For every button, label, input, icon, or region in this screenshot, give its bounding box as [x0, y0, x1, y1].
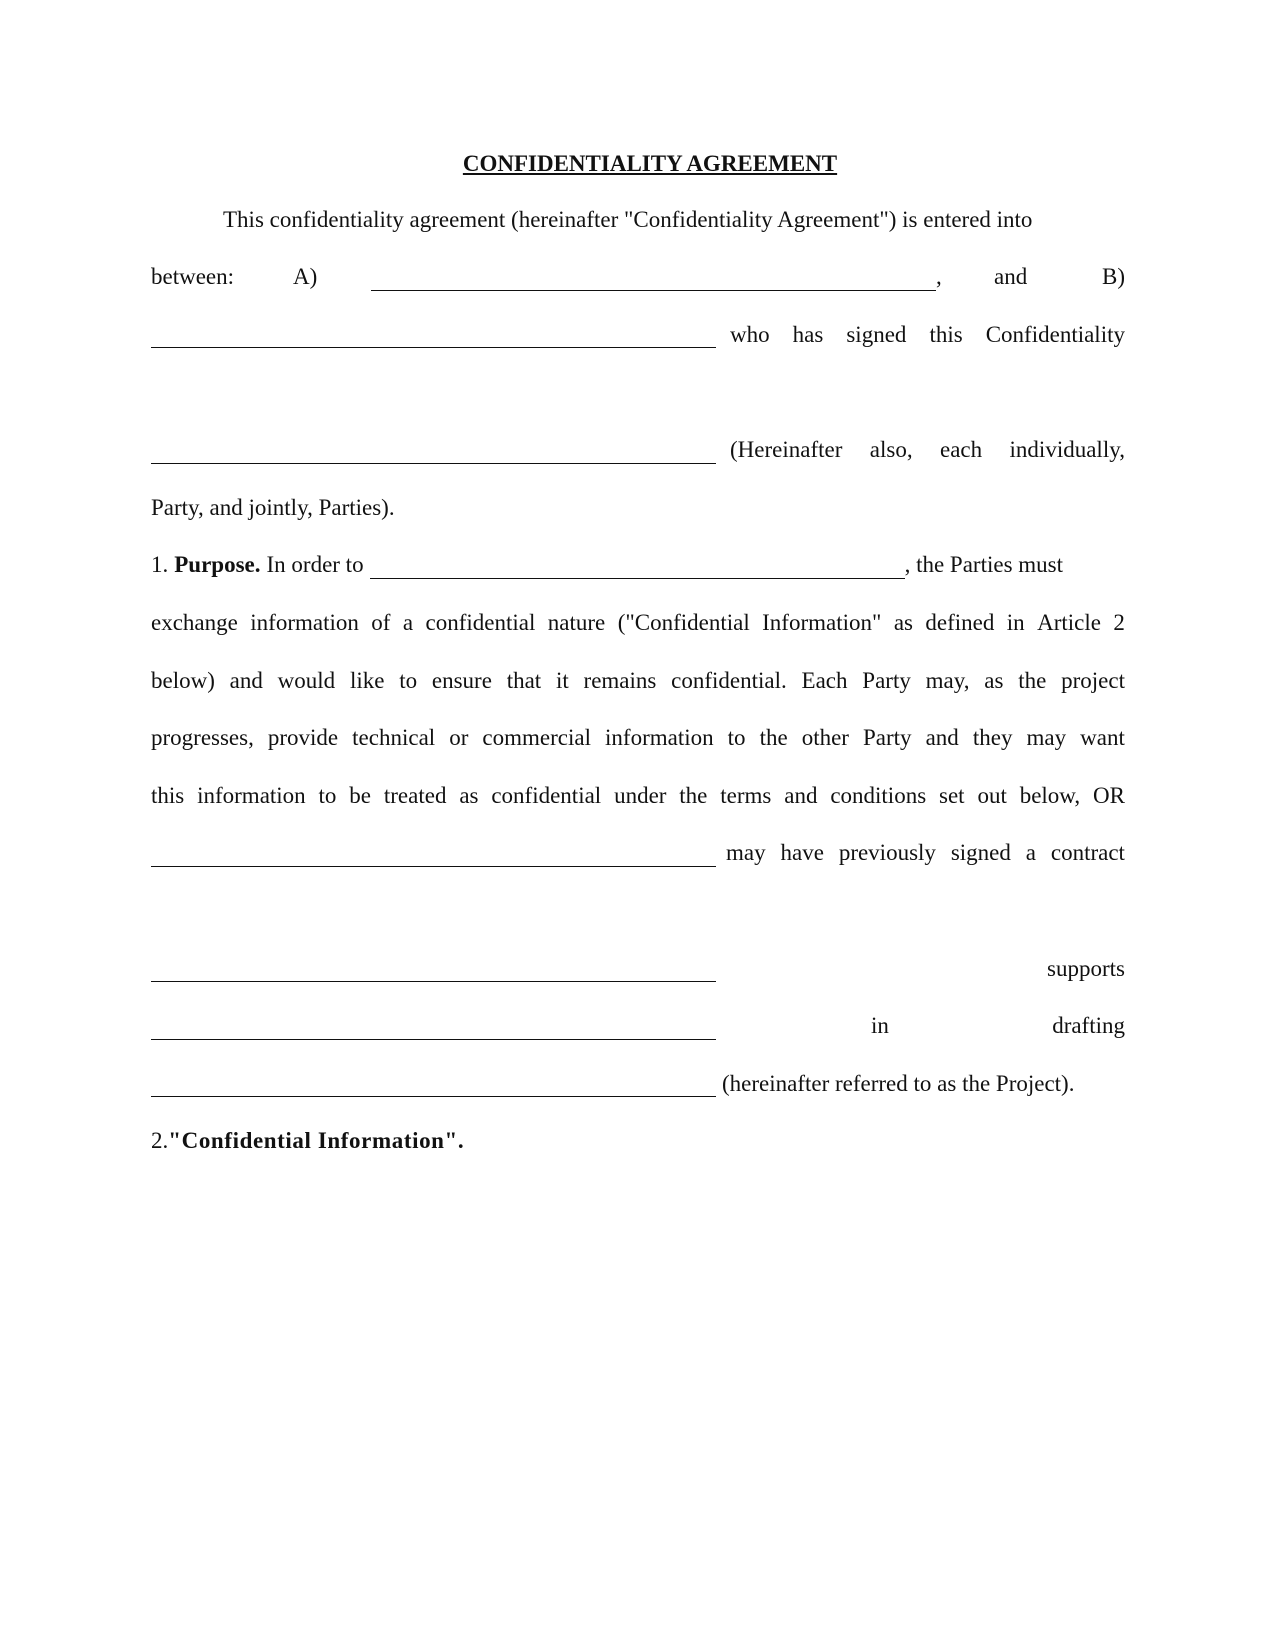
word: below)	[151, 667, 215, 693]
hereinafter-text	[730, 437, 1125, 463]
word: information	[250, 609, 359, 635]
project-blank[interactable]	[151, 1078, 716, 1097]
party-a-blank[interactable]	[371, 272, 936, 291]
word: may	[1026, 725, 1067, 751]
text-line-11	[151, 783, 1125, 809]
line-hereinafter	[151, 421, 1125, 479]
word: treated	[383, 782, 447, 808]
line-intro	[151, 191, 1125, 249]
document-title: CONFIDENTIALITY AGREEMENT	[462, 151, 838, 176]
word: Each	[801, 667, 848, 693]
signed-text	[730, 322, 1125, 348]
line-18	[151, 1170, 1125, 1228]
purpose-blank[interactable]	[370, 560, 905, 579]
purpose-text-b: , the Parties must	[904, 552, 1064, 578]
party-a-label: A)	[293, 264, 318, 290]
line-8	[151, 594, 1125, 652]
word: Party	[862, 667, 911, 693]
word: to	[399, 667, 418, 693]
word: commercial	[482, 725, 591, 751]
word: or	[449, 725, 469, 751]
section-1-number: 1.	[151, 552, 169, 578]
line-signed	[151, 306, 1125, 364]
text-line-10	[151, 725, 1125, 751]
section-2-number: 2.	[151, 1128, 169, 1154]
word: as	[984, 667, 1004, 693]
line-purpose	[151, 537, 1125, 595]
word: in	[1006, 609, 1025, 635]
word: signed	[950, 840, 1011, 866]
supported-blank[interactable]	[151, 1021, 716, 1040]
word: Article	[1037, 609, 1101, 635]
line-9	[151, 652, 1125, 710]
word: OR	[1093, 782, 1125, 808]
contract-text	[726, 840, 1125, 866]
word: remains	[583, 667, 657, 693]
word: and	[784, 782, 818, 808]
word: as	[459, 782, 479, 808]
word: a	[1025, 840, 1036, 866]
word: confidential	[425, 609, 536, 635]
line-drafting	[151, 997, 1125, 1055]
word: it	[555, 667, 569, 693]
word: previously	[838, 840, 936, 866]
project-text: (hereinafter referred to as the Project).	[722, 1070, 1075, 1096]
signed-text-wrap	[716, 322, 1125, 348]
word: Party	[863, 725, 912, 751]
purpose-text-a: In order to	[266, 552, 364, 578]
line-19	[151, 1228, 1125, 1286]
word: of	[371, 609, 391, 635]
word: may	[726, 840, 766, 866]
word: would	[277, 667, 336, 693]
word: contract	[1050, 840, 1125, 866]
capacity-blank[interactable]	[151, 445, 716, 464]
line-parties	[151, 479, 1125, 537]
between-label: between:	[151, 264, 235, 290]
line-contract	[151, 825, 1125, 883]
word: information	[605, 725, 714, 751]
line-11	[151, 767, 1125, 825]
word: terms	[720, 782, 772, 808]
word: may,	[925, 667, 970, 693]
word: ("Confidential	[617, 609, 750, 635]
contract-party-blank[interactable]	[151, 848, 716, 867]
parties-text: Party, and jointly, Parties).	[151, 494, 395, 520]
section-1-heading: Purpose.	[174, 552, 261, 578]
word: individually,	[1009, 437, 1125, 463]
word: Information"	[762, 609, 882, 635]
hereinafter-wrap	[716, 437, 1125, 463]
word: each	[940, 437, 983, 463]
word: information	[197, 782, 306, 808]
word: technical	[352, 725, 436, 751]
word: conditions	[830, 782, 927, 808]
word: the	[759, 725, 788, 751]
line-22	[151, 1400, 1125, 1458]
word: they	[972, 725, 1013, 751]
word: (Hereinafter	[730, 437, 843, 463]
line-21	[151, 1343, 1125, 1401]
word: and	[925, 725, 959, 751]
word: like	[349, 667, 385, 693]
in-word: in	[871, 1013, 889, 1039]
word: be	[349, 782, 372, 808]
intro-text: This confidentiality agreement (hereinafter "Confidentiality Agreement") is entered into	[223, 206, 1033, 232]
word: set	[939, 782, 965, 808]
text-line-8	[151, 610, 1125, 636]
word: defined	[925, 609, 995, 635]
word: a	[402, 609, 414, 635]
word: provide	[267, 725, 339, 751]
line-10	[151, 709, 1125, 767]
word: ensure	[431, 667, 492, 693]
word: under	[614, 782, 667, 808]
word: the	[679, 782, 708, 808]
line-20	[151, 1285, 1125, 1343]
word: to	[318, 782, 337, 808]
drafting-word: drafting	[1052, 1013, 1125, 1039]
word: as	[893, 609, 913, 635]
word: out	[977, 782, 1007, 808]
word: also,	[869, 437, 913, 463]
word: and	[229, 667, 263, 693]
word: want	[1080, 725, 1125, 751]
party-b-label: B)	[1102, 264, 1125, 290]
word: confidential.	[671, 667, 787, 693]
supports-word: supports	[1047, 955, 1125, 981]
supporter-blank[interactable]	[151, 963, 716, 982]
word: who	[730, 321, 770, 347]
word: Confidentiality	[985, 321, 1125, 347]
word: exchange	[151, 609, 238, 635]
word: below,	[1019, 782, 1081, 808]
section-2-heading: "Confidential Information".	[168, 1128, 465, 1154]
word: that	[506, 667, 542, 693]
word: 2	[1113, 609, 1125, 635]
contract-wrap	[716, 840, 1125, 866]
word: this	[929, 321, 963, 347]
line-between	[151, 249, 1125, 307]
document-body	[151, 144, 1125, 1458]
word: nature	[547, 609, 606, 635]
party-b-blank[interactable]	[151, 329, 716, 348]
word: the	[1018, 667, 1047, 693]
line-project	[151, 1055, 1125, 1113]
word: have	[780, 840, 824, 866]
comma: ,	[936, 264, 942, 290]
line-provision	[151, 882, 1125, 940]
line-supports	[151, 940, 1125, 998]
text-line-9	[151, 668, 1125, 694]
word: project	[1061, 667, 1125, 693]
word: has	[792, 321, 824, 347]
word: progresses,	[151, 725, 254, 751]
line-section-2	[151, 1113, 1125, 1171]
word: signed	[846, 321, 907, 347]
line-capacity	[151, 364, 1125, 422]
word: confidential	[491, 782, 602, 808]
word: this	[151, 782, 185, 808]
word: other	[801, 725, 849, 751]
word: to	[727, 725, 746, 751]
and-word: and	[994, 264, 1028, 290]
